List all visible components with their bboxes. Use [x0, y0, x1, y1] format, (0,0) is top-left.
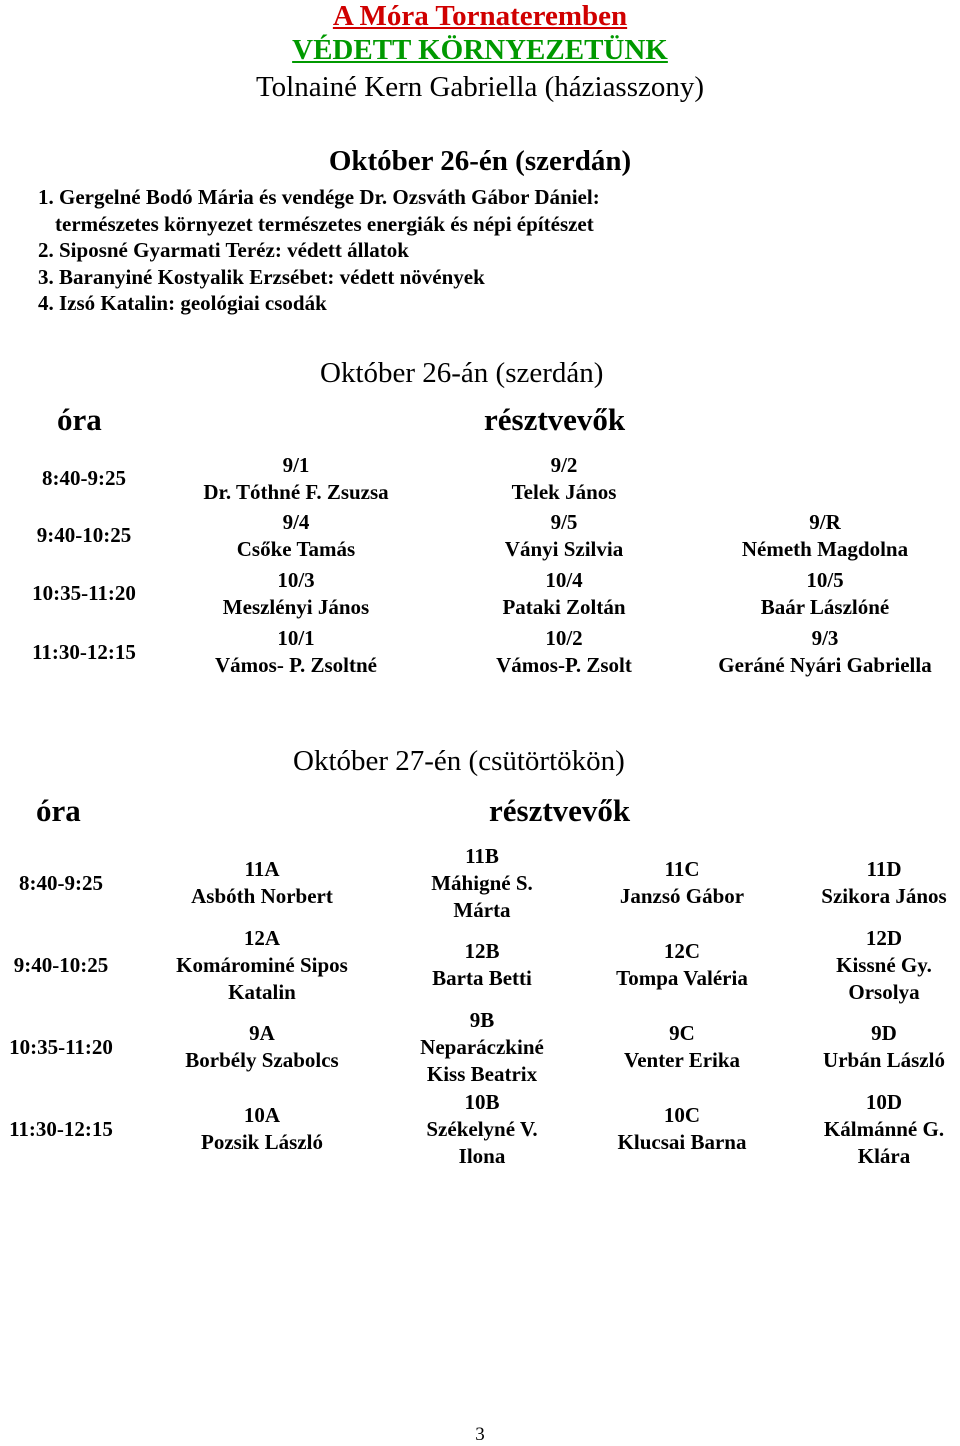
page-title: A Móra Tornateremben: [332, 0, 628, 32]
schedule1-cell: 9/5 Ványi Szilvia: [504, 510, 624, 561]
schedule1-cell: 10/2 Vámos-P. Zsolt: [496, 626, 632, 677]
schedule1-cell: 10/3 Meszlényi János: [222, 568, 370, 619]
schedule2-cell: 12A Komárominé Sipos Katalin: [176, 926, 348, 1004]
schedule2-cell: 9C Venter Erika: [623, 1021, 741, 1072]
schedule1-cell: 9/4 Csőke Tamás: [236, 510, 356, 561]
schedule2-cell: 12D Kissné Gy. Orsolya: [836, 926, 932, 1004]
schedule1-participants-header: résztvevők: [484, 402, 626, 437]
schedule2-time: 11:30-12:15: [9, 1117, 113, 1141]
schedule2-cell: 11A Asbóth Norbert: [191, 857, 333, 908]
schedule2-cell: 10A Pozsik László: [201, 1103, 323, 1154]
page-number: 3: [475, 1424, 485, 1445]
schedule1-cell: 10/5 Baár Lászlóné: [760, 568, 890, 619]
schedule1-cell: 9/1 Dr. Tóthné F. Zsuzsa: [203, 453, 389, 504]
schedule2-cell: 11B Máhigné S. Márta: [431, 844, 533, 922]
list-item: 1. Gergelné Bodó Mária és vendége Dr. Ozsváth Gábor Dániel:: [38, 185, 600, 209]
program-list: [38, 184, 600, 317]
schedule1-time: 11:30-12:15: [32, 640, 136, 664]
schedule2-heading: Október 27-én (csütörtökön): [293, 745, 625, 777]
schedule1-time-header: óra: [57, 402, 102, 437]
schedule1-cell: 9/3 Geráné Nyári Gabriella: [718, 626, 932, 677]
schedule1-cell: 10/1 Vámos- P. Zsoltné: [215, 626, 377, 677]
schedule1-time: 9:40-10:25: [36, 523, 132, 547]
schedule2-time: 9:40-10:25: [13, 953, 109, 977]
list-item: természetes környezet természetes energiák és népi építészet: [55, 211, 594, 236]
section1-heading: Október 26-én (szerdán): [328, 145, 632, 177]
schedule1-cell: 9/R Németh Magdolna: [741, 510, 909, 561]
schedule2-cell: 12C Tompa Valéria: [616, 939, 748, 990]
schedule2-cell: 12B Barta Betti: [432, 939, 532, 990]
schedule2-cell: 10D Kálmánné G. Klára: [823, 1090, 945, 1168]
schedule2-cell: 9B Neparáczkiné Kiss Beatrix: [420, 1008, 544, 1086]
schedule2-time: 8:40-9:25: [19, 871, 103, 895]
schedule1-heading: Október 26-án (szerdán): [320, 357, 604, 389]
schedule1-cell: 10/4 Pataki Zoltán: [502, 568, 626, 619]
schedule2-cell: 11D Szikora János: [821, 857, 947, 908]
schedule1-cell: 9/2 Telek János: [511, 453, 617, 504]
schedule2-participants-header: résztvevők: [489, 793, 631, 828]
schedule2-cell: 9A Borbély Szabolcs: [185, 1021, 339, 1072]
schedule2-time-header: óra: [36, 793, 81, 828]
list-item: 4. Izsó Katalin: geológiai csodák: [38, 291, 327, 315]
schedule2-cell: 10C Klucsai Barna: [617, 1103, 747, 1154]
schedule1-time: 10:35-11:20: [32, 581, 136, 605]
schedule2-time: 10:35-11:20: [9, 1035, 113, 1059]
list-item: 3. Baranyiné Kostyalik Erzsébet: védett növények: [38, 264, 485, 289]
list-item: 2. Siposné Gyarmati Teréz: védett állatok: [38, 238, 409, 262]
schedule2-cell: 9D Urbán László: [823, 1021, 945, 1072]
schedule2-cell: 10B Székelyné V. Ilona: [426, 1090, 538, 1168]
schedule2-cell: 11C Janzsó Gábor: [619, 857, 745, 908]
schedule1-time: 8:40-9:25: [42, 466, 126, 490]
page-subtitle: VÉDETT KÖRNYEZETÜNK: [292, 34, 668, 66]
host-line: Tolnainé Kern Gabriella (háziasszony): [255, 71, 705, 103]
